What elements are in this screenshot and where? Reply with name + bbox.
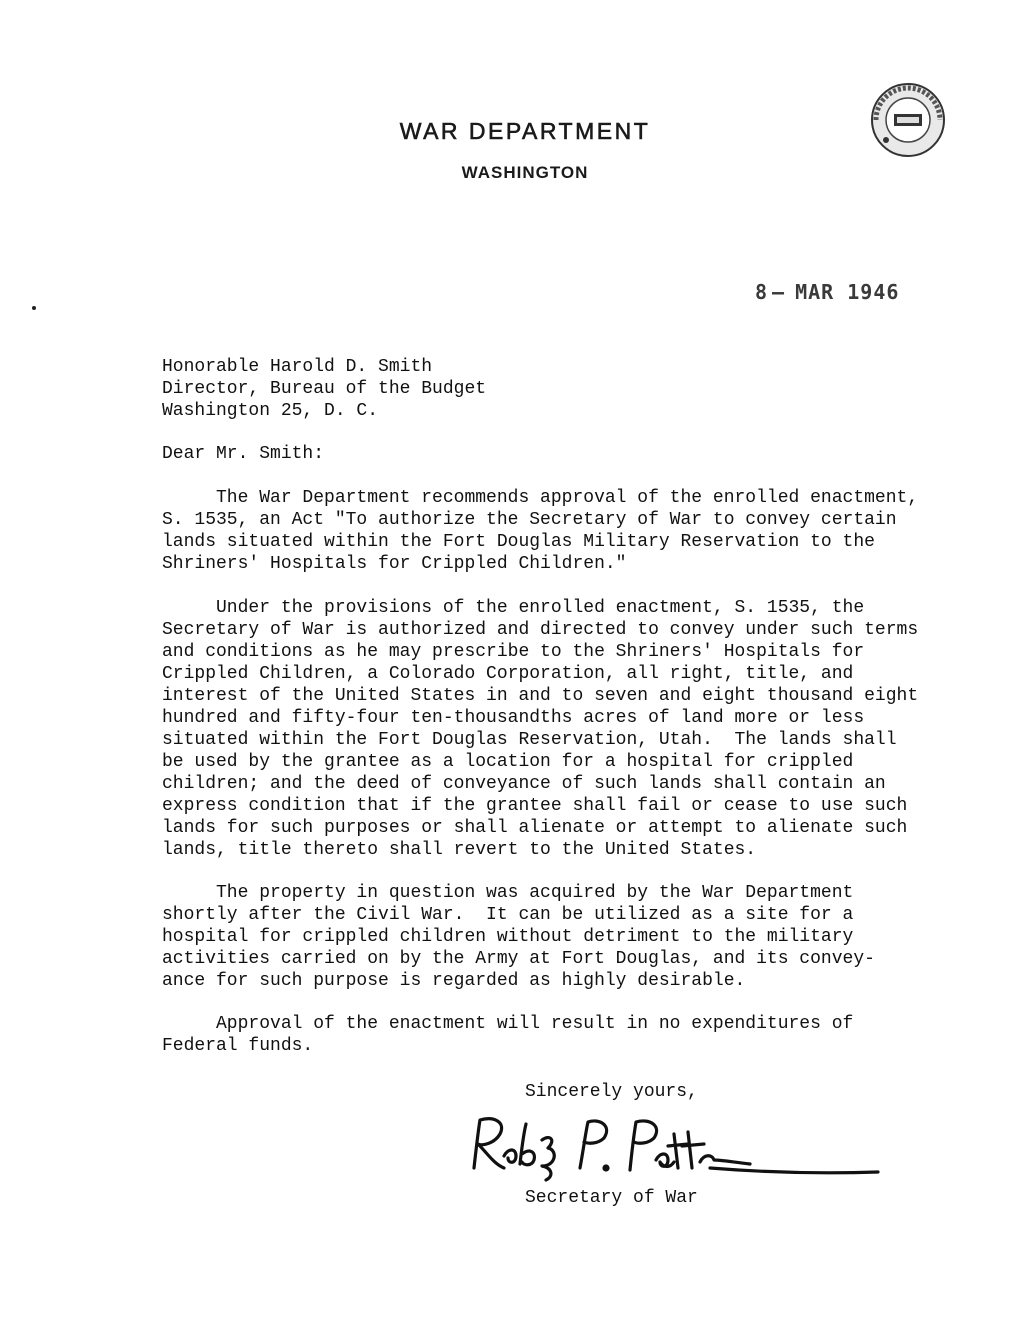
text-line: Under the provisions of the enrolled enactment, S. 1535, the xyxy=(162,598,865,618)
text-line: be used by the grantee as a location for a hospital for crippled xyxy=(162,752,854,772)
body-paragraph-2 xyxy=(162,597,918,861)
signatory-title: Secretary of War xyxy=(525,1188,698,1208)
body-paragraph-3 xyxy=(162,882,875,992)
body-paragraph-4 xyxy=(162,1013,853,1057)
received-date-stamp xyxy=(755,280,899,304)
text-line: activities carried on by the Army at Fort Douglas, and its convey- xyxy=(162,949,875,969)
closing: Sincerely yours, xyxy=(525,1082,698,1102)
text-line: Crippled Children, a Colorado Corporation, all right, title, and xyxy=(162,664,854,684)
text-line: hundred and fifty-four ten-thousandths acres of land more or less xyxy=(162,708,865,728)
text-line: S. 1535, an Act "To authorize the Secretary of War to convey certain xyxy=(162,510,897,530)
text-line: lands, title thereto shall revert to the United States. xyxy=(162,840,757,860)
text-line: The War Department recommends approval of the enrolled enactment, xyxy=(162,488,919,508)
paper-speck xyxy=(32,306,36,310)
text-line: children; and the deed of conveyance of such lands shall contain an xyxy=(162,774,886,794)
text-line: interest of the United States in and to seven and eight thousand eight xyxy=(162,686,919,706)
text-line: lands for such purposes or shall alienate or attempt to alienate such xyxy=(162,818,908,838)
address-line: Director, Bureau of the Budget xyxy=(162,379,487,399)
text-line: Approval of the enactment will result in no expenditures of xyxy=(162,1014,854,1034)
text-line: situated within the Fort Douglas Reservation, Utah. The lands shall xyxy=(162,730,897,750)
date-day: 8 xyxy=(755,280,769,304)
letterhead-subtitle: WASHINGTON xyxy=(461,163,589,182)
date-month-year: MAR 1946 xyxy=(795,280,900,304)
text-line: shortly after the Civil War. It can be utilized as a site for a xyxy=(162,905,854,925)
text-line: Federal funds. xyxy=(162,1036,314,1056)
salutation: Dear Mr. Smith: xyxy=(162,444,325,464)
text-line: The property in question was acquired by the War Department xyxy=(162,883,854,903)
text-line: express condition that if the grantee shall fail or cease to use such xyxy=(162,796,908,816)
address-line: Washington 25, D. C. xyxy=(162,401,379,421)
library-seal-stamp-icon xyxy=(868,80,948,160)
text-line: lands situated within the Fort Douglas Military Reservation to the xyxy=(162,532,875,552)
text-line: Secretary of War is authorized and directed to convey under such terms xyxy=(162,620,919,640)
text-line: ance for such purpose is regarded as highly desirable. xyxy=(162,971,746,991)
body-paragraph-1 xyxy=(162,487,918,575)
recipient-address xyxy=(162,356,486,422)
handwritten-signature xyxy=(460,1110,890,1185)
text-line: Shriners' Hospitals for Crippled Children." xyxy=(162,554,627,574)
text-line: hospital for crippled children without detriment to the military xyxy=(162,927,854,947)
address-line: Honorable Harold D. Smith xyxy=(162,357,433,377)
letterhead-title: WAR DEPARTMENT xyxy=(399,118,651,144)
text-line: and conditions as he may prescribe to the Shriners' Hospitals for xyxy=(162,642,865,662)
date-dash: – xyxy=(772,280,786,304)
